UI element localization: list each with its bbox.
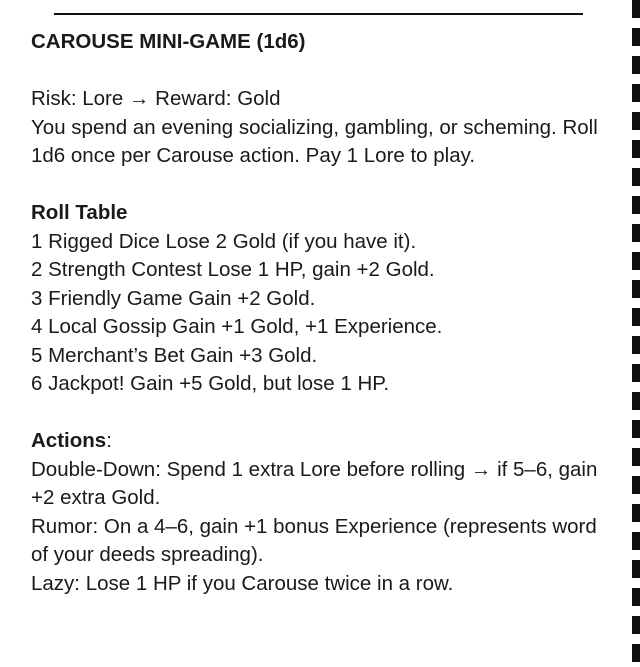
spacer [31, 399, 611, 428]
roll-table-row: 5 Merchant’s Bet Gain +3 Gold. [31, 343, 318, 367]
action-item: Double-Down: Spend 1 extra Lore before rolling → if 5–6, gain +2 extra Gold. [31, 457, 598, 509]
spacer [31, 57, 611, 86]
action-item: Lazy: Lose 1 HP if you Carouse twice in a row. [31, 571, 454, 595]
roll-table-heading: Roll Table [31, 201, 128, 224]
top-divider [54, 13, 583, 15]
risk-reward-line: Risk: Lore → Reward: Gold [31, 87, 281, 110]
roll-table-row: 3 Friendly Game Gain +2 Gold. [31, 286, 316, 310]
roll-table-row: 6 Jackpot! Gain +5 Gold, but lose 1 HP. [31, 372, 390, 395]
intro-paragraph: You spend an evening socializing, gambling, or scheming. Roll 1d6 once per Carouse action. Pay 1 Lore to play. [31, 115, 598, 167]
roll-table-row: 1 Rigged Dice Lose 2 Gold (if you have it). [31, 229, 417, 253]
action-item: Rumor: On a 4–6, gain +1 bonus Experience (represents word of your deeds spreading). [31, 514, 597, 566]
roll-table-row: 4 Local Gossip Gain +1 Gold, +1 Experience. [31, 315, 443, 338]
actions-heading: Actions [31, 429, 107, 452]
section-title: CAROUSE MINI-GAME (1d6) [31, 30, 306, 53]
actions-heading-colon: : [106, 429, 112, 452]
spacer [31, 171, 611, 200]
document-body [31, 28, 611, 598]
roll-table-row: 2 Strength Contest Lose 1 HP, gain +2 Gold. [31, 258, 435, 281]
actions-heading-line [31, 427, 611, 456]
page-edge-dashed-border [632, 0, 640, 667]
